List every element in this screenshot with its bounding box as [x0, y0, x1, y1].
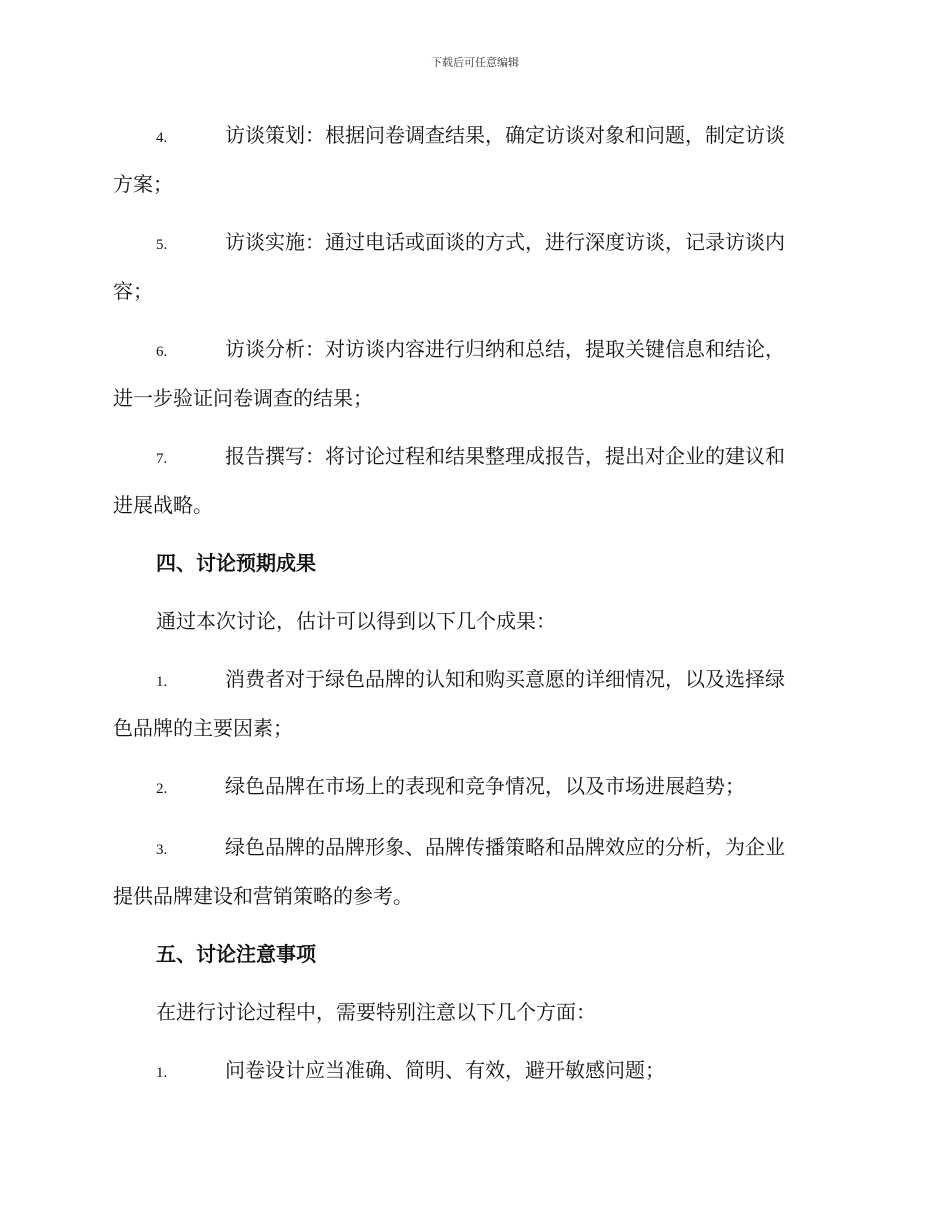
list-number: 4.: [156, 130, 168, 146]
list-text: 问卷设计应当准确、简明、有效，避开敏感问题；: [225, 1058, 665, 1082]
section-intro: 通过本次讨论，估计可以得到以下几个成果：: [156, 609, 556, 633]
list-number: 1.: [156, 1065, 168, 1081]
list-number: 5.: [156, 237, 168, 253]
list-item: [113, 656, 835, 751]
list-text-continued: 进展战略。: [113, 493, 213, 517]
list-text: 访谈策划：根据问卷调查结果，确定访谈对象和问题，制定访谈: [225, 123, 785, 147]
list-text: 绿色品牌在市场上的表现和竞争情况，以及市场进展趋势；: [225, 774, 745, 798]
list-text-continued: 提供品牌建设和营销策略的参考。: [113, 884, 413, 908]
list-item: [113, 219, 835, 314]
list-text: 访谈实施：通过电话或面谈的方式，进行深度访谈，记录访谈内: [225, 230, 785, 254]
list-text: 消费者对于绿色品牌的认知和购买意愿的详细情况，以及选择绿: [225, 667, 785, 691]
list-item: [113, 1047, 835, 1096]
section-heading: 五、讨论注意事项: [156, 942, 316, 966]
page-header: 下载后可任意编辑: [431, 56, 519, 69]
list-text: 访谈分析：对访谈内容进行归纳和总结，提取关键信息和结论，: [225, 337, 785, 361]
list-number: 6.: [156, 344, 168, 360]
list-item: [113, 112, 835, 207]
list-text: 绿色品牌的品牌形象、品牌传播策略和品牌效应的分析，为企业: [225, 835, 785, 859]
list-number: 2.: [156, 781, 168, 797]
list-number: 1.: [156, 674, 168, 690]
section-heading: 四、讨论预期成果: [156, 551, 316, 575]
list-item: [113, 763, 835, 812]
list-text-continued: 方案；: [113, 172, 173, 196]
document-body: [113, 112, 835, 1108]
list-text-continued: 容；: [113, 279, 153, 303]
list-text: 报告撰写：将讨论过程和结果整理成报告，提出对企业的建议和: [225, 444, 785, 468]
list-text-continued: 进一步验证问卷调查的结果；: [113, 386, 373, 410]
list-item: [113, 326, 835, 421]
list-item: [113, 824, 835, 919]
list-number: 3.: [156, 842, 168, 858]
list-item: [113, 433, 835, 528]
list-text-continued: 色品牌的主要因素；: [113, 716, 293, 740]
list-number: 7.: [156, 451, 168, 467]
section-intro: 在进行讨论过程中，需要特别注意以下几个方面：: [156, 1000, 596, 1024]
